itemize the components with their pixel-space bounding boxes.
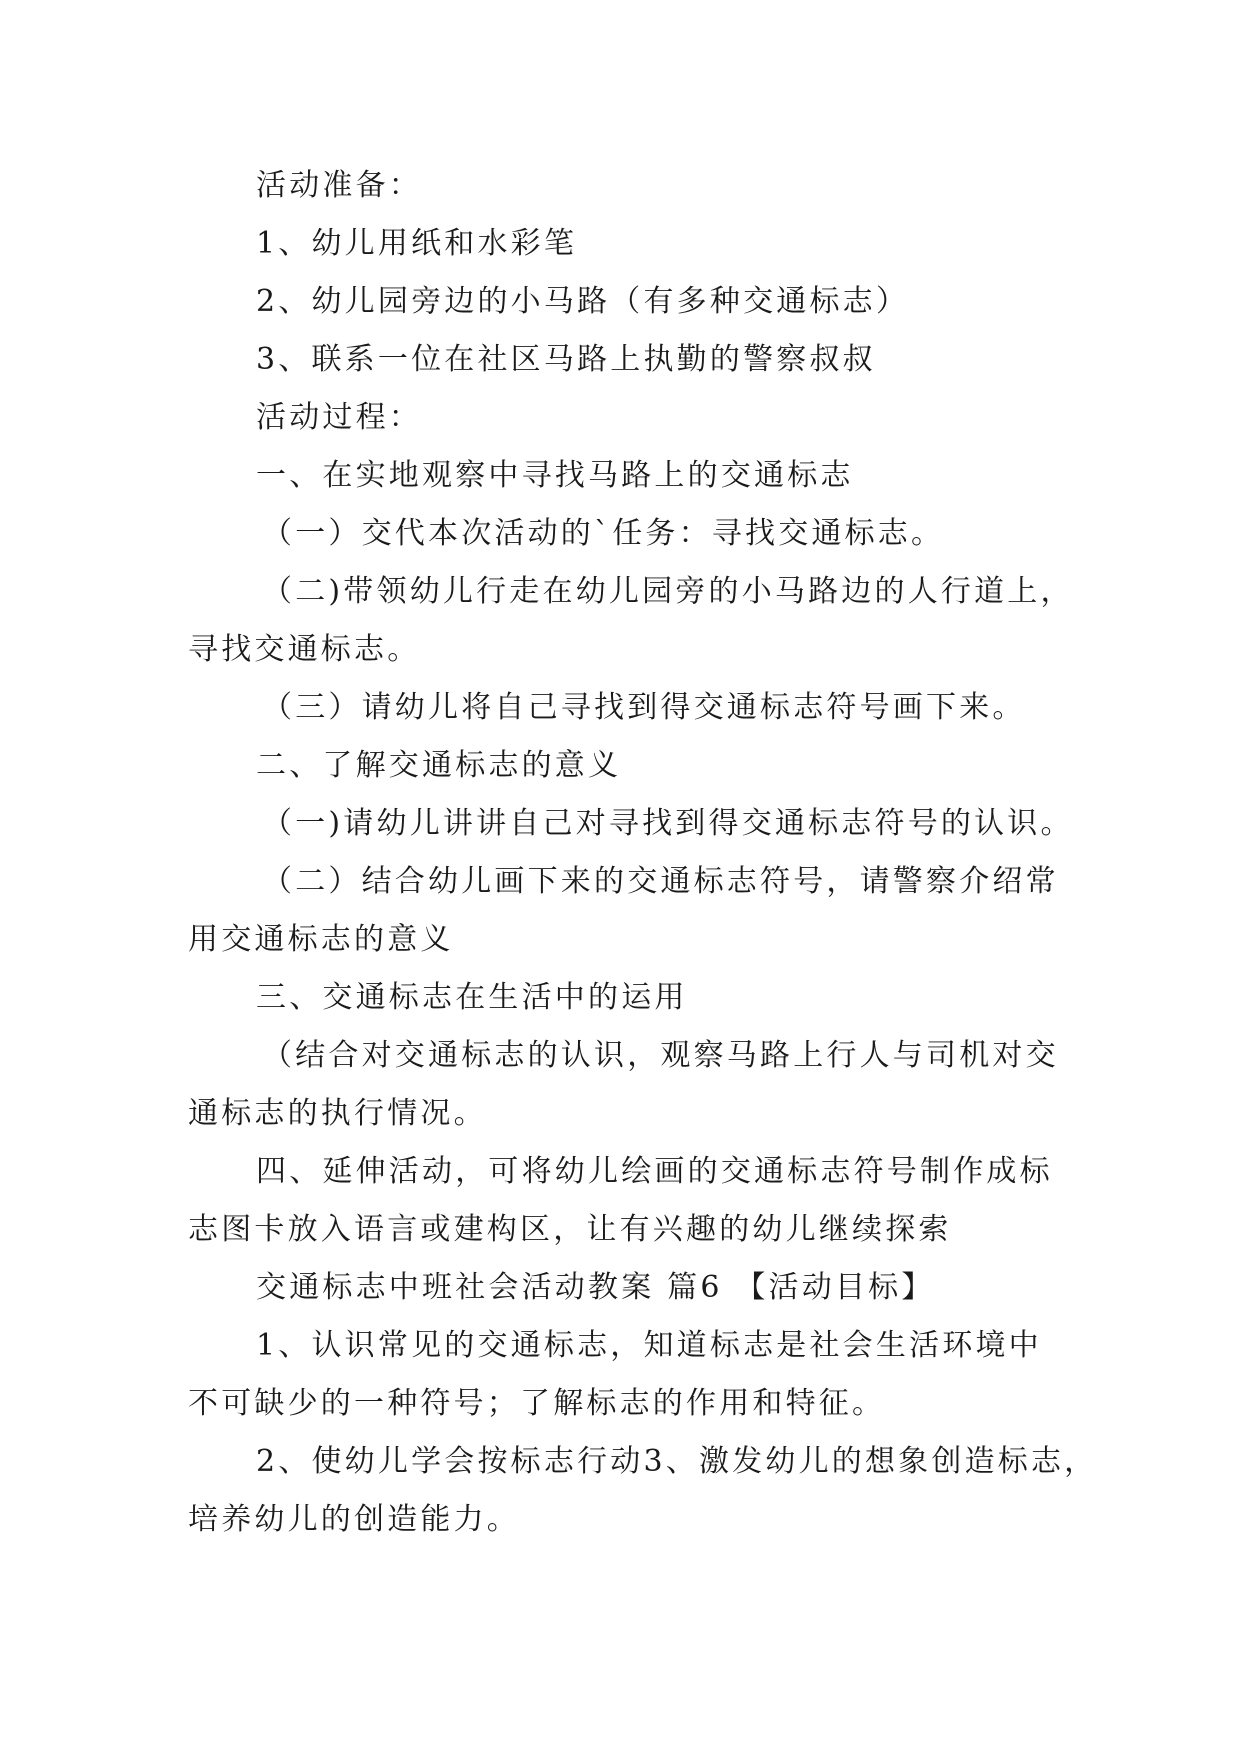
text-line: 2、幼儿园旁边的小马路（有多种交通标志）: [256, 284, 910, 319]
text-line: 1、认识常见的交通标志，知道标志是社会生活环境中: [256, 1328, 1042, 1363]
text-line: （二）结合幼儿画下来的交通标志符号，请警察介绍常: [262, 864, 1059, 899]
text-line: （一)请幼儿讲讲自己对寻找到得交通标志符号的认识。: [262, 806, 1074, 841]
text-line: 志图卡放入语言或建构区，让有兴趣的幼儿继续探索: [188, 1212, 952, 1247]
text-line: 2、使幼儿学会按标志行动3、激发幼儿的想象创造标志，: [256, 1444, 1098, 1479]
text-line: （结合对交通标志的认识，观察马路上行人与司机对交: [262, 1038, 1059, 1073]
text-line: 一、在实地观察中寻找马路上的交通标志: [256, 458, 854, 493]
text-line: 二、了解交通标志的意义: [256, 748, 622, 783]
text-line: 通标志的执行情况。: [188, 1096, 487, 1131]
lesson-title-line: 交通标志中班社会活动教案 篇6 【活动目标】: [256, 1270, 935, 1305]
text-line: 四、延伸活动，可将幼儿绘画的交通标志符号制作成标: [256, 1154, 1053, 1189]
text-line: 用交通标志的意义: [188, 922, 454, 957]
section-heading-process: 活动过程：: [256, 400, 422, 435]
text-line: 寻找交通标志。: [188, 632, 421, 667]
section-heading-preparation: 活动准备：: [256, 168, 422, 203]
text-line: 三、交通标志在生活中的运用: [256, 980, 688, 1015]
text-line: 3、联系一位在社区马路上执勤的警察叔叔: [256, 342, 876, 377]
text-line: （三）请幼儿将自己寻找到得交通标志符号画下来。: [262, 690, 1026, 725]
text-line: （一）交代本次活动的`任务：寻找交通标志。: [262, 516, 945, 551]
text-line: （二)带领幼儿行走在幼儿园旁的小马路边的人行道上，: [262, 574, 1074, 609]
text-line: 不可缺少的一种符号；了解标志的作用和特征。: [188, 1386, 886, 1421]
text-line: 1、幼儿用纸和水彩笔: [256, 226, 578, 261]
text-line: 培养幼儿的创造能力。: [188, 1502, 520, 1537]
